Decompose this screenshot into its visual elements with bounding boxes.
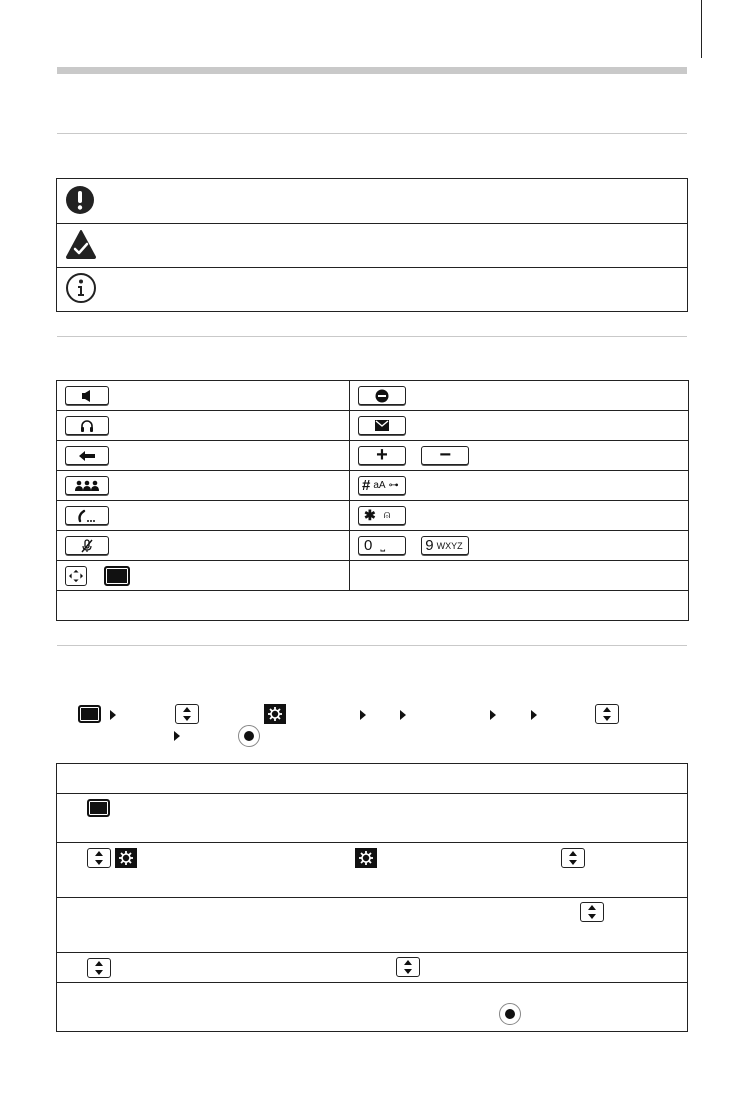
arrow-icon xyxy=(360,710,366,720)
arrow-icon xyxy=(174,731,180,741)
minus-key-icon: − xyxy=(421,446,469,465)
procedure-path xyxy=(78,704,678,726)
section-divider xyxy=(57,336,687,337)
table-row xyxy=(57,591,689,621)
display-key-icon xyxy=(87,799,110,817)
nine-symbol: 9 xyxy=(425,537,434,554)
page-edge-marker xyxy=(701,0,702,58)
star-symbol: ✱ xyxy=(364,507,376,523)
arrow-icon xyxy=(531,710,537,720)
star-key-icon xyxy=(358,506,406,525)
back-arrow-key-icon xyxy=(65,446,109,465)
table-row xyxy=(57,471,689,501)
display-key-icon xyxy=(78,705,101,723)
speaker-key-icon xyxy=(65,386,109,405)
key-table xyxy=(56,380,689,621)
settings-gear-icon xyxy=(115,848,137,868)
four-way-nav-key-icon xyxy=(65,566,87,586)
settings-gear-icon xyxy=(355,848,377,868)
hash-label: aA xyxy=(373,480,386,491)
redial-key-icon xyxy=(65,506,109,525)
dnd-key-icon xyxy=(358,386,406,405)
arrow-icon xyxy=(400,710,406,720)
display-key-icon xyxy=(104,566,130,586)
table-row xyxy=(57,381,689,411)
warning-exclamation-icon xyxy=(65,185,95,215)
table-row xyxy=(57,983,688,1032)
headset-key-icon xyxy=(65,416,109,435)
arrow-icon xyxy=(490,710,496,720)
space-icon: ⎵ xyxy=(380,538,386,552)
hash-key-icon xyxy=(358,476,406,495)
hash-symbol: # xyxy=(362,477,371,494)
info-icon xyxy=(65,272,97,304)
table-row xyxy=(57,501,689,531)
group-key-icon xyxy=(65,476,109,495)
mute-key-icon xyxy=(65,536,109,555)
tip-checkmark-icon xyxy=(65,229,97,259)
bell-icon: ⍝ xyxy=(383,509,391,521)
table-row xyxy=(57,268,688,312)
steps-table xyxy=(56,763,688,1032)
table-row xyxy=(57,843,688,898)
nav-key-icon xyxy=(175,704,199,724)
plus-key-icon: + xyxy=(358,446,406,465)
settings-gear-icon xyxy=(264,704,286,724)
nav-key-icon xyxy=(580,902,604,922)
table-row xyxy=(57,953,688,983)
table-row xyxy=(57,898,688,953)
table-row xyxy=(57,224,688,268)
table-row xyxy=(57,441,689,471)
ok-button-icon xyxy=(238,725,260,747)
section-divider xyxy=(57,133,687,134)
lock-icon: ⊶ xyxy=(388,480,399,491)
nav-key-icon xyxy=(561,848,585,868)
table-row xyxy=(57,794,688,843)
wxyz-label: WXYZ xyxy=(436,540,463,551)
message-key-icon xyxy=(358,416,406,435)
table-row xyxy=(57,764,688,794)
nav-key-icon xyxy=(87,848,111,868)
header-bar xyxy=(57,67,687,74)
nav-key-icon xyxy=(87,958,111,978)
table-row xyxy=(57,561,689,591)
arrow-icon xyxy=(110,710,116,720)
zero-key-icon xyxy=(358,536,406,555)
zero-symbol: 0 xyxy=(364,537,373,554)
table-row xyxy=(57,411,689,441)
ok-button-icon xyxy=(499,1003,521,1025)
procedure-path-line-2 xyxy=(170,725,270,747)
nav-key-icon xyxy=(595,704,619,724)
nav-key-icon xyxy=(396,957,420,977)
section-divider xyxy=(57,645,687,646)
table-row xyxy=(57,531,689,561)
symbol-table xyxy=(56,178,688,312)
table-row xyxy=(57,179,688,224)
nine-key-icon xyxy=(421,536,469,555)
